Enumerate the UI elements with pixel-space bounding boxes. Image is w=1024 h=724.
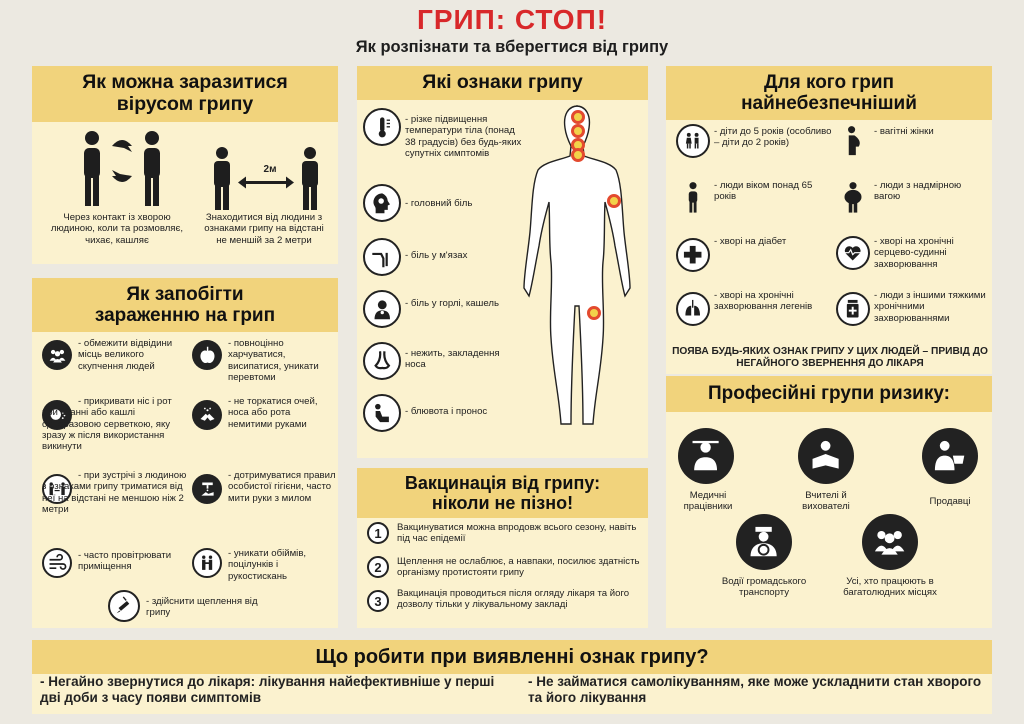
muscle-pain-icon: [363, 238, 401, 276]
hands-icon: [192, 400, 222, 430]
crowd-icon: [42, 340, 72, 370]
overweight-icon: [836, 180, 870, 214]
infection-heading: Як можна заразитися вірусом грипу: [32, 66, 338, 122]
symptom-item: - головний біль: [405, 198, 473, 209]
headache-icon: [363, 184, 401, 222]
vaccination-number: 2: [367, 556, 389, 578]
washing-icon: [192, 474, 222, 504]
profession-item: Продавці: [929, 496, 971, 507]
symptom-item: - біль у горлі, кашель: [405, 298, 499, 309]
profession-item: Медичні працівники: [683, 490, 733, 513]
pregnant-icon: [836, 124, 870, 158]
profession-item: Вчителі й вихователі: [802, 490, 850, 513]
vaccination-panel: [357, 468, 648, 628]
vaccination-number: 1: [367, 522, 389, 544]
symptom-dot-head: [571, 124, 585, 138]
risk-item: - хворі на хронічні серцево-судинні захворювання: [874, 236, 954, 270]
symptom-item: - біль у м'язах: [405, 250, 468, 261]
symptoms-panel: [357, 66, 648, 458]
prevention-item: - часто провітрювати приміщення: [78, 550, 172, 573]
doctor-icon: [678, 428, 734, 484]
crowd-workers-icon: [862, 514, 918, 570]
action-right: - Не займатися самолікуванням, яке може ускладнити стан хворого та його лікування: [528, 674, 982, 706]
action-panel: [32, 640, 992, 714]
infection-panel: [32, 66, 338, 264]
heart-icon: [836, 236, 870, 270]
action-heading: Що робити при виявленні ознак грипу?: [32, 640, 992, 674]
syringe-icon: [108, 590, 140, 622]
prevention-item: - повноцінно харчуватися, висипатися, уникати перевтоми: [228, 338, 319, 383]
symptom-dot-throat: [571, 148, 585, 162]
prevention-item: - уникати обіймів, поцілунків і рукостискань: [228, 548, 307, 582]
sore-throat-icon: [363, 290, 401, 328]
risk-item: - люди з надмірною вагою: [874, 180, 962, 203]
risk-item: - хворі на хронічні захворювання легенів: [714, 290, 813, 313]
lungs-icon: [676, 292, 710, 326]
risk-item: - діти до 5 років (особливо – діти до 2 років): [714, 126, 832, 149]
no-hugs-icon: [192, 548, 222, 578]
professional-heading: Професійні групи ризику:: [666, 376, 992, 412]
distance-icon: [208, 146, 324, 210]
children-icon: [676, 124, 710, 158]
vaccination-item: Вакцинація проводиться після огляду лікаря та його дозволу тільки у лікувальному закладі: [397, 588, 630, 611]
risk-item: - люди з іншими тяжкими хронічними захворюваннями: [874, 290, 986, 324]
symptom-item: - різке підвищення температури тіла (понад 38 градусів) без будь-яких супутніх симптомів: [405, 114, 522, 159]
prevention-item: - здійснити щеплення від грипу: [146, 596, 258, 619]
ventilation-icon: [42, 548, 72, 578]
distance-label: 2м: [263, 164, 277, 175]
profession-item: Водії громадського транспорту: [721, 576, 807, 599]
contact-text: Через контакт із хворою людиною, коли та розмовляє, чихає, кашляє: [50, 212, 184, 246]
risk-panel: [666, 66, 992, 374]
risk-note: ПОЯВА БУДЬ-ЯКИХ ОЗНАК ГРИПУ У ЦИХ ЛЮДЕЙ – ПРИВІД ДО НЕГАЙНОГО ЗВЕРНЕННЯ ДО ЛІКАРЯ: [672, 346, 988, 370]
symptoms-heading: Які ознаки грипу: [357, 66, 648, 100]
distance-text: Знаходитися від людини з ознаками грипу на відстані не меншій за 2 метри: [204, 212, 324, 246]
thermometer-icon: [363, 108, 401, 146]
risk-item: - вагітні жінки: [874, 126, 934, 137]
vaccination-number: 3: [367, 590, 389, 612]
prevention-item: - при зустрічі з людиною з ознаками грипу триматися від неї на відстані не меншою ніж 2 метри: [42, 470, 187, 515]
symptom-dot-arm: [607, 194, 621, 208]
page-title: ГРИП: СТОП!: [416, 4, 608, 35]
symptom-dot-leg: [587, 306, 601, 320]
profession-item: Усі, хто працюють в багатолюдних місцях: [843, 576, 937, 599]
prevention-heading: Як запобігти зараженню на грип: [32, 278, 338, 332]
vaccination-heading: Вакцинація від грипу: ніколи не пізно!: [357, 468, 648, 518]
symptom-item: - блювота і пронос: [405, 406, 488, 417]
diabetes-icon: [676, 238, 710, 272]
contact-icon: [72, 126, 172, 206]
nausea-icon: [363, 394, 401, 432]
medicine-icon: [836, 292, 870, 326]
risk-item: - хворі на діабет: [714, 236, 787, 247]
prevention-item: - прикривати ніс і рот при чханні або кашлі одноразовою серветкою, яку зразу ж після використання викинути: [42, 396, 172, 453]
prevention-panel: [32, 278, 338, 628]
vaccination-item: Вакцинуватися можна впродовж всього сезону, навіть під час епідемії: [397, 522, 637, 545]
symptom-dot-head: [571, 110, 585, 124]
apple-icon: [192, 340, 222, 370]
nose-icon: [363, 342, 401, 380]
vaccination-item: Щеплення не ослаблює, а навпаки, посилює здатність організму протистояти грипу: [397, 556, 640, 579]
driver-icon: [736, 514, 792, 570]
prevention-item: - не торкатися очей, носа або рота немитими руками: [228, 396, 318, 430]
seller-icon: [922, 428, 978, 484]
prevention-item: - дотримуватися правил особистої гігієни, часто мити руки з милом: [228, 470, 336, 504]
prevention-item: - обмежити відвідини місць великого скупчення людей: [78, 338, 173, 372]
risk-heading: Для кого грип найнебезпечніший: [666, 66, 992, 120]
professional-panel: [666, 376, 992, 628]
risk-item: - люди віком понад 65 років: [714, 180, 813, 203]
symptom-item: - нежить, закладення носа: [405, 348, 500, 371]
page-subtitle: Як розпізнати та вберегтися від грипу: [355, 38, 669, 56]
elderly-icon: [676, 180, 710, 214]
teacher-icon: [798, 428, 854, 484]
action-left: - Негайно звернутися до лікаря: лікування найефективніше у перші дві доби з часу появи симптомів: [40, 674, 495, 706]
